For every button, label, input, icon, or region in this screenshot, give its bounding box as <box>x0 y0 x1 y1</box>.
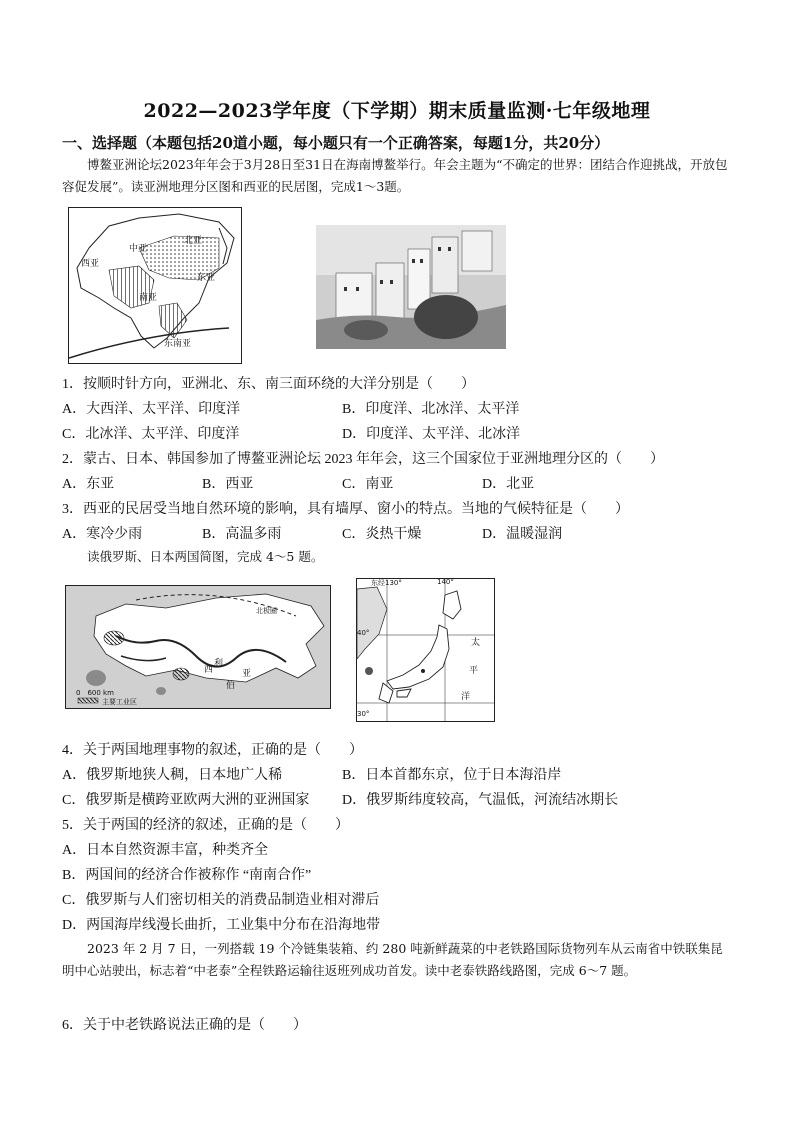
siberia-label-2: 伯 <box>226 681 236 691</box>
page-title: 2022—2023学年度（下学期）期末质量监测·七年级地理 <box>143 100 651 122</box>
intro-paragraph-3: 2023 年 2 月 7 日，一列搭载 19 个冷链集装箱、约 280 吨新鲜蔬菜的中老铁路国际货物列车从云南省中铁联集昆明中心站驶出，标志着“中老泰”全程铁路运输往返班列成功首发。读中老泰铁路线路图，完成 6～7 题。 <box>62 941 723 978</box>
legend-label: 主要工业区 <box>102 698 137 706</box>
asia-region-map <box>68 207 242 364</box>
legend-swatch <box>78 698 98 703</box>
map-label-east-asia: 东亚 <box>197 273 216 283</box>
siberia-label-1: 西 <box>204 665 214 675</box>
section-heading: 一、选择题（本题包括20道小题，每小题只有一个正确答案，每题1分，共20分） <box>62 134 610 152</box>
japan-map-lat-30: 30° <box>357 710 370 718</box>
question-3-option-a[interactable]: A．寒冷少雨 <box>62 527 143 542</box>
question-2-option-b[interactable]: B．西亚 <box>202 477 254 492</box>
question-1-option-d[interactable]: D．印度洋、太平洋、北冰洋 <box>342 427 521 442</box>
question-5-stem: 5．关于两国的经济的叙述，正确的是（ ） <box>62 818 349 833</box>
intro-paragraph-1: 博鳌亚洲论坛2023年年会于3月28日至31日在海南博鳌举行。年会主题为“不确定的世界：团结合作迎挑战，开放包容促发展”。读亚洲地理分区图和西亚的民居图，完成1～3题。 <box>62 157 728 194</box>
question-3-option-c[interactable]: C．炎热干燥 <box>342 527 422 542</box>
question-3-stem: 3．西亚的民居受当地自然环境的影响，具有墙厚、窗小的特点。当地的气候特征是（ ） <box>62 502 629 517</box>
map-label-south-asia: 南亚 <box>139 293 158 303</box>
japan-map-lat-40: 40° <box>357 629 370 637</box>
question-5-option-c[interactable]: C．俄罗斯与人们密切相关的消费品制造业相对滞后 <box>62 893 380 908</box>
scale-bar-label: 0 600 km <box>76 689 114 697</box>
question-3-option-d[interactable]: D．温暖湿润 <box>482 527 563 542</box>
japan-map-lon-130: 东经130° <box>371 579 402 587</box>
question-1-stem: 1．按顺时针方向，亚洲北、东、南三面环绕的大洋分别是（ ） <box>62 377 475 392</box>
question-2-option-a[interactable]: A．东亚 <box>62 477 115 492</box>
pacific-label-2: 平 <box>469 666 479 676</box>
question-2-stem: 2．蒙古、日本、韩国参加了博鳌亚洲论坛 2023 年年会，这三个国家位于亚洲地理分区的（ ） <box>62 452 664 467</box>
question-1-option-b[interactable]: B．印度洋、北冰洋、太平洋 <box>342 402 520 417</box>
siberia-label-4: 亚 <box>242 669 252 679</box>
question-4-stem: 4．关于两国地理事物的叙述，正确的是（ ） <box>62 743 363 758</box>
west-asia-dwelling-photo <box>316 225 506 349</box>
map-label-north-asia: 北亚 <box>184 236 203 246</box>
question-4-option-d[interactable]: D．俄罗斯纬度较高，气温低，河流结冰期长 <box>342 793 619 808</box>
question-5-option-b[interactable]: B．两国间的经济合作被称作 “南南合作” <box>62 868 312 883</box>
question-4-option-c[interactable]: C．俄罗斯是横跨亚欧两大洲的亚洲国家 <box>62 793 310 808</box>
arctic-circle-label: 北极圈 <box>256 607 277 615</box>
question-1-option-c[interactable]: C．北冰洋、太平洋、印度洋 <box>62 427 240 442</box>
pacific-label-3: 洋 <box>461 692 471 702</box>
asia-map-drawing <box>69 208 241 363</box>
japan-map <box>356 578 495 722</box>
japan-map-drawing <box>357 579 494 721</box>
question-5-option-a[interactable]: A．日本自然资源丰富，种类齐全 <box>62 843 269 858</box>
question-2-option-c[interactable]: C．南亚 <box>342 477 394 492</box>
question-6-stem: 6．关于中老铁路说法正确的是（ ） <box>62 1018 307 1033</box>
map-label-southeast-asia: 东南亚 <box>164 339 192 349</box>
question-4-option-a[interactable]: A．俄罗斯地狭人稠，日本地广人稀 <box>62 768 283 783</box>
question-4-option-b[interactable]: B．日本首都东京，位于日本海沿岸 <box>342 768 562 783</box>
dwelling-photo-drawing <box>316 225 506 349</box>
question-5-option-d[interactable]: D．两国海岸线漫长曲折，工业集中分布在沿海地带 <box>62 918 381 933</box>
pacific-label-1: 太 <box>471 638 481 648</box>
question-1-option-a[interactable]: A．大西洋、太平洋、印度洋 <box>62 402 241 417</box>
question-3-option-b[interactable]: B．高温多雨 <box>202 527 282 542</box>
siberia-label-3: 利 <box>214 659 224 669</box>
russia-map <box>65 585 331 709</box>
question-2-option-d[interactable]: D．北亚 <box>482 477 535 492</box>
intro-paragraph-2: 读俄罗斯、日本两国简图，完成 4～5 题。 <box>87 549 324 564</box>
japan-map-lon-140: 140° <box>437 578 454 586</box>
map-label-west-asia: 西亚 <box>81 259 100 269</box>
map-label-central-asia: 中亚 <box>129 244 148 254</box>
